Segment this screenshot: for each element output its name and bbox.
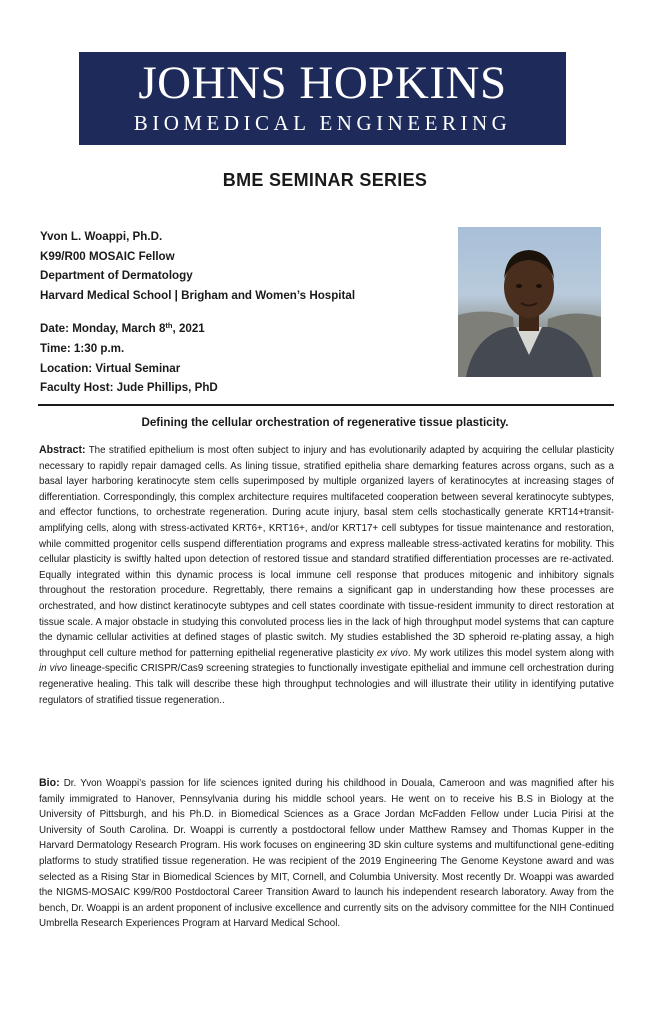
event-location: Location: Virtual Seminar (40, 361, 181, 375)
speaker-name: Yvon L. Woappi, Ph.D. (40, 230, 163, 243)
abstract-italic-ex-vivo: ex vivo (376, 647, 408, 659)
abstract-italic-in-vivo: in vivo (39, 663, 68, 675)
speaker-portrait-illustration (458, 227, 601, 377)
abstract-text-3: lineage-specific CRISPR/Cas9 screening strategies to functionally investigate epithelial and immune cell orchestration during regenerative healing. This talk will describe these high throughput technologies and will illustrate their utility in identifying putative regulators of stratified tissue regeneration.. (39, 663, 614, 706)
event-host: Faculty Host: Jude Phillips, PhD (40, 381, 218, 395)
speaker-department: Department of Dermatology (40, 269, 193, 283)
header-banner (79, 52, 566, 145)
abstract-paragraph (39, 443, 614, 708)
event-date-label: Date: Monday, March 8 (40, 322, 166, 335)
speaker-fellowship: K99/R00 MOSAIC Fellow (40, 249, 175, 263)
speaker-affiliation: Harvard Medical School | Brigham and Women’s Hospital (40, 288, 356, 302)
event-time: Time: 1:30 p.m. (40, 341, 125, 355)
event-date-year: , 2021 (172, 322, 205, 335)
abstract-text-1: The stratified epithelium is most often subject to injury and has evolutionarily adapted by acquiring the cellular plasticity necessary to rapidly repair damaged cells. As lining tissue, stratified epithelia share demarking features across organs, such as a basal layer harboring keratinocyte stem cells superimposed by multiple organized layers of keratinocytes at increasing stages of differentiation. Correspondingly, this complex architecture requires multifaceted cooperation between several keratinocyte subtypes, and effector functions, to orchestrate regeneration. During acute injury, basal stem cells stochastically generate KRT14+transit-amplifying cells, along with stress-activated KRT6+, KRT16+, and/or KRT17+ cell subtypes for tissue maintenance and restoration, while committed progenitor cells suspend differentiation programs and express malleable stress-activated keratins for mobility. This cellular plasticity is swiftly halted upon detection of restored tissue and standard stratified differentiation processes are re-activated. Equally integrated within this dynamic process is local immune cell response that produces mitogenic and inhibitory signals throughout the restoration procedure. Regrettably, there remains a significant gap in understanding how these processes are orchestrated, and how distinct keratinocyte subtypes and cell states coordinate with tissue-resident immunity to direct restoration at tissue scale. A major obstacle in studying this convoluted process lies in the lack of high throughput model systems that can capture the dynamic cellular activities at defined stages of plastic switch. My studies established the 3D spheroid re-plating assay, a high throughput cell culture method for patterning epithelial regenerative plasticity (39, 445, 615, 659)
abstract-label: Abstract: (39, 444, 86, 456)
bio-paragraph (39, 776, 614, 932)
bio-text: Dr. Yvon Woappi’s passion for life sciences ignited during his childhood in Douala, Cameroon and was magnified after his family immigrated to Hanover, Pennsylvania during his middle school years. He went on to receive his B.S in Biology at the University of Pittsburgh, and his Ph.D. in Biomedical Sciences as a Grace Jordan McFadden Fellow under Lucia Pirisi at the University of South Carolina. Dr. Woappi is currently a postdoctoral fellow under Matthew Ramsey and Thomas Kupper in the Harvard Dermatology Research Program. His work focuses on engineering 3D skin culture systems and multifunctional gene-editing platforms to study stratified tissue regeneration. He was recipient of the 2019 Engineering The Genome Keystone award and was selected as a Rising Star in Biomedical Sciences by MIT, Cornell, and Columbia University. Most recently Dr. Woappi was awarded the NIGMS-MOSAIC K99/R00 Postdoctoral Career Transition Award to launch his independent research laboratory. Away from the bench, Dr. Woappi is an ardent proponent of inclusive excellence and currently sits on the advisory committee for the NIH Continued Umbrella Research Experiences Program at Harvard Medical School. (39, 778, 614, 930)
bio-label: Bio: (39, 777, 60, 789)
series-title: BME SEMINAR SERIES (222, 170, 428, 190)
department-name: BIOMEDICAL ENGINEERING (133, 111, 512, 135)
event-date-suffix: th (165, 321, 173, 330)
speaker-info (40, 227, 440, 305)
institution-name: JOHNS HOPKINS (138, 57, 507, 109)
section-divider (38, 404, 614, 406)
talk-title: Defining the cellular orchestration of regenerative tissue plasticity. (141, 416, 509, 429)
event-info (40, 319, 440, 398)
speaker-photo (458, 227, 601, 377)
abstract-text-2: . My work utilizes this model system along with (407, 647, 614, 659)
event-date (40, 319, 440, 339)
